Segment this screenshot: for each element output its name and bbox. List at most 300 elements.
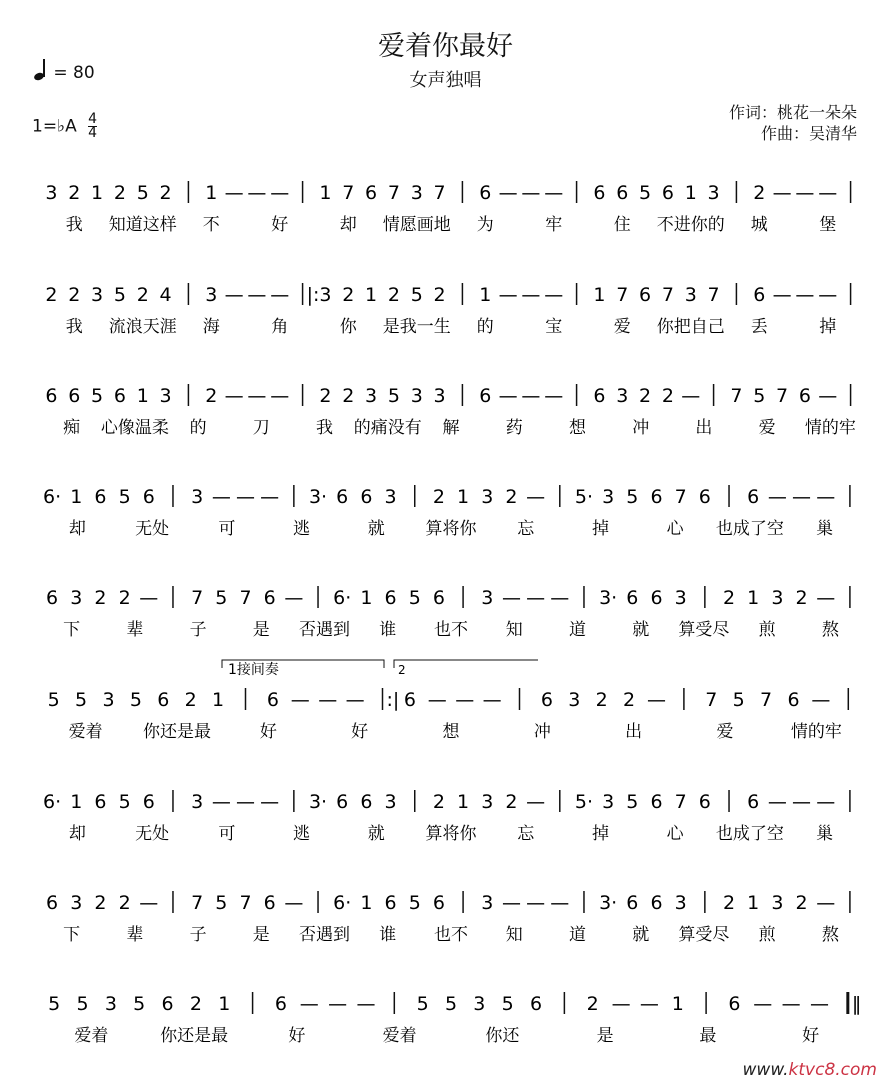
lyric-word: 好 [288,1026,306,1046]
note: 2 [342,385,355,407]
note: — [809,993,829,1015]
note: 3 [433,385,446,407]
note: — [816,892,836,914]
lyric-word: 是 [596,1026,614,1046]
lyric-word: 辈 [126,925,144,945]
note: 6 [94,791,107,813]
note: 6 [360,486,373,508]
note: 2 [118,587,131,609]
note: 7 [433,182,446,204]
lyric-word: 你把自己 [656,317,725,337]
note: 6· [333,587,352,609]
note: 6 [384,587,397,609]
note: — [328,993,348,1015]
note: 6 [266,689,279,711]
lyric-word: 就 [632,925,650,945]
note: 6 [787,689,800,711]
note: — [501,892,521,914]
note: 5 [113,284,126,306]
note: 3 [771,892,784,914]
note: 6 [698,486,711,508]
note: — [345,689,365,711]
note: 3 [70,587,83,609]
lyric-word: 无处 [135,824,170,844]
lyric-word: 道 [568,620,586,640]
lyric-word: 爱着 [74,1026,109,1046]
note: — [639,993,659,1015]
lyric-word: 忘 [517,519,535,539]
lyric-word: 丢 [750,317,768,337]
note: — [526,892,546,914]
note: 7 [191,587,204,609]
note: 2 [722,587,736,609]
note: 6 [529,993,543,1015]
note: 3 [384,486,397,508]
note: 7 [705,689,718,711]
note: — [521,182,541,204]
note: 1 [684,182,697,204]
lyric-word: 却 [68,519,86,539]
note: 5 [408,587,421,609]
lyric-word: 下 [63,620,81,640]
lyric-word: 也不 [434,925,468,945]
note: 6 [728,993,741,1015]
note: 1 [319,182,332,204]
note: 2 [113,182,126,204]
lyric-word: 却 [68,824,86,844]
lyric-word: 出 [625,722,643,742]
lyric-word: 煎 [758,620,776,640]
watermark-prefix: www. [742,1060,789,1080]
note: 5 [626,791,639,813]
note: — [247,284,267,306]
note: — [818,284,838,306]
note: — [455,689,475,711]
note: 5· [574,486,594,508]
note: 6 [432,892,445,914]
note: — [260,486,280,508]
lyric-word: 熬 [821,925,839,945]
lyric-word: 爱 [758,418,776,438]
lyric-word: 掉 [591,824,609,844]
note: 5 [75,689,88,711]
note: 5· [574,791,594,813]
lyric-word: 住 [613,215,631,235]
lyric-word: 刀 [252,418,270,438]
note: 6 [263,587,276,609]
note: 5 [133,993,146,1015]
note: 3 [684,284,697,306]
note: 6 [157,689,170,711]
note: — [224,385,244,407]
note: — [498,284,518,306]
lyric-word: 不 [202,215,220,235]
note: 2 [342,284,355,306]
note: — [139,892,159,914]
lyric-word: 情愿画地 [382,215,451,235]
lyric-word: 的 [189,418,207,438]
note: 7 [239,587,252,609]
note: 5 [136,182,149,204]
note: 2 [118,892,131,914]
lyric-word: 心 [666,519,684,539]
lyric-word: 宝 [545,317,563,337]
note: 3 [410,182,423,204]
note: 6 [479,182,492,204]
note: — [284,892,304,914]
lyric-word: 巢 [816,824,834,844]
note: 2 [159,182,172,204]
note: 3 [674,892,687,914]
note: 6 [753,284,766,306]
note: 6 [274,993,287,1015]
lyric-word: 角 [271,317,289,337]
lyric-word: 心 [666,824,684,844]
note: 2 [189,993,202,1015]
note: 3 [191,791,204,813]
note: 3 [365,385,378,407]
note: — [290,689,310,711]
lyric-word: 辈 [126,620,144,640]
note: — [772,182,792,204]
note: 3 [473,993,486,1015]
note: 3 [481,587,494,609]
note: 6 [626,587,639,609]
song-title: 爱着你最好 [378,31,513,62]
note: 6 [616,182,629,204]
lyric-word: 谁 [379,925,397,945]
lyric-word: 逃 [293,824,311,844]
note: 5 [215,892,228,914]
note: 5 [48,993,61,1015]
lyric-word: 掉 [819,317,837,337]
time-sig-top: 4 [88,111,98,127]
note: 2 [505,486,518,508]
lyric-word: 子 [189,925,207,945]
note: 5 [76,993,89,1015]
note: 5 [215,587,228,609]
note: — [356,993,376,1015]
lyric-word: 也成了空 [715,519,784,539]
note: — [270,385,290,407]
note: 6 [142,791,155,813]
lyric-word: 也不 [434,620,468,640]
note: 6 [650,587,663,609]
lyric-word: 我 [65,215,83,235]
lyric-word: 流浪天涯 [108,317,177,337]
note: — [611,993,631,1015]
note: 6 [747,791,760,813]
note: 7 [239,892,252,914]
lyric-word: 算将你 [425,519,477,539]
note: 6 [384,892,397,914]
lyric-word: 道 [568,925,586,945]
lyric-word: 最 [699,1026,717,1046]
lyric-word: 忘 [517,824,535,844]
note: 2 [319,385,332,407]
repeat-mark: :| [386,689,400,711]
note: — [816,587,836,609]
note: 2 [205,385,218,407]
lyric-word: 堡 [819,215,837,235]
note: — [681,385,701,407]
note: — [498,385,518,407]
note: 6 [650,486,663,508]
note: 6 [336,791,349,813]
note: 2 [586,993,599,1015]
lyric-word: 可 [218,824,236,844]
note: 2 [184,689,197,711]
note: 2 [505,791,518,813]
note: 6 [698,791,711,813]
lyric-word: 海 [202,317,220,337]
note: 2 [68,284,81,306]
note: 2 [661,385,674,407]
note: 3· [308,486,328,508]
note: 3 [410,385,423,407]
note: 6 [46,892,59,914]
lyric-word: 是我一生 [382,317,451,337]
lyric-word: 好 [351,722,369,742]
note: 5 [416,993,429,1015]
note: — [224,182,244,204]
lyric-word: 爱着 [68,722,103,742]
lyric-word: 知道这样 [108,215,177,235]
tempo-value: = 80 [53,63,95,83]
note: 2 [722,892,736,914]
lyric-word: 就 [632,620,650,640]
note: 7 [616,284,629,306]
note: 3 [707,182,720,204]
note: 1 [360,587,373,609]
note: 6 [650,892,663,914]
note: 2 [795,892,808,914]
lyric-word: 解 [442,418,460,438]
note: — [753,993,773,1015]
note: — [211,791,231,813]
note: — [647,689,666,711]
note: 3 [674,587,687,609]
lyric-word: 我 [316,418,334,438]
lyric-word: 出 [695,418,713,438]
note: — [211,486,231,508]
note: 5 [91,385,104,407]
note: 5 [501,993,514,1015]
note: 5 [118,486,131,508]
note: 6· [43,486,62,508]
note: 2 [795,587,808,609]
note: 2 [432,486,445,508]
note: 1 [593,284,606,306]
note: — [318,689,338,711]
note: 3· [308,791,328,813]
lyric-word: 我 [65,317,83,337]
lyric-word: 就 [367,519,385,539]
lyric-word: 熬 [821,620,839,640]
song-subtitle: 女声独唱 [409,70,482,91]
note: — [526,791,546,813]
note: 6 [747,486,760,508]
lyric-word: 的 [476,317,494,337]
note: 1 [747,587,760,609]
note: 3 [384,791,397,813]
note: 1 [70,486,83,508]
note: — [270,284,290,306]
note: — [521,284,541,306]
note: 1 [365,284,378,306]
lyric-word: 冲 [632,418,650,438]
note: — [482,689,502,711]
note: 5 [118,791,131,813]
note: — [236,486,255,508]
note: — [260,791,280,813]
note: 1 [91,182,104,204]
note: — [498,182,518,204]
note: 3 [771,587,784,609]
note: 2 [639,385,652,407]
lyric-word: 谁 [379,620,397,640]
note: 1 [218,993,231,1015]
note: — [816,791,836,813]
note: 3 [481,486,494,508]
note: — [526,486,546,508]
note: 7 [730,385,743,407]
note: 2 [45,284,58,306]
note: 1 [671,993,684,1015]
note: 5 [444,993,458,1015]
note: 6 [798,385,811,407]
note: 7 [387,182,400,204]
note: 2 [433,284,446,306]
lyric-word: 爱 [613,317,631,337]
note: 3 [481,791,494,813]
volta-bracket-2 [394,660,538,668]
note: 1 [479,284,492,306]
note: — [811,689,831,711]
note: 3 [45,182,58,204]
note: — [795,284,815,306]
note: — [550,892,570,914]
note: 6 [142,486,155,508]
note: 6· [333,892,352,914]
note: — [544,284,564,306]
lyric-word: 情的牢 [804,418,856,438]
note: 5 [47,689,60,711]
note: 5 [753,385,766,407]
lyric-word: 子 [189,620,207,640]
note: — [139,587,159,609]
lyric-word: 你 [339,317,357,337]
note: 6· [43,791,62,813]
lyric-word: 否遇到 [299,925,351,945]
note: 3· [599,892,618,914]
lyric-word: 逃 [293,519,311,539]
lyric-word: 药 [505,418,523,438]
note: 1 [457,486,470,508]
note: — [501,587,521,609]
lyric-word: 你还是最 [143,722,211,742]
note: — [792,486,812,508]
lyric-word: 煎 [758,925,776,945]
lyric-word: 情的牢 [790,722,842,742]
note: — [236,791,255,813]
note: 5 [626,486,639,508]
note: 7 [342,182,355,204]
note: 7 [674,791,687,813]
note: — [767,486,787,508]
note: 2 [753,182,766,204]
note: 3 [91,284,104,306]
note: 5 [732,689,745,711]
note: 5 [410,284,423,306]
lyric-word: 想 [568,418,586,438]
note: 7 [776,385,789,407]
note: 7 [191,892,204,914]
lyric-word: 爱 [716,722,734,742]
lyricist-credit: 作词：桃花一朵朵 [728,103,857,122]
lyric-word: 爱着 [382,1026,417,1046]
note: 6 [661,182,674,204]
note: 2 [623,689,636,711]
note: 3 [70,892,83,914]
note: — [550,587,570,609]
note: 4 [159,284,172,306]
repeat-mark: |: [306,284,320,306]
note: 1 [136,385,149,407]
lyric-word: 算受尽 [678,620,730,640]
note: 5 [408,892,421,914]
time-sig-bottom: 4 [88,125,98,141]
note: 2 [68,182,81,204]
note: — [544,385,564,407]
note: 1 [205,182,218,204]
lyric-word: 可 [218,519,236,539]
note: 5 [387,385,400,407]
lyric-word: 却 [339,215,357,235]
note: — [270,182,290,204]
note: 3 [319,284,332,306]
note: 2 [136,284,149,306]
note: 7 [674,486,687,508]
note: 3 [104,993,117,1015]
repeat-mark: ‖ [851,993,862,1015]
note: 6 [365,182,378,204]
note: — [284,587,304,609]
lyric-word: 想 [442,722,460,742]
key-text: 1=♭A [32,116,77,137]
note: 6 [46,587,59,609]
note: 6 [432,587,445,609]
lyric-word: 知 [505,925,523,945]
lyric-word: 无处 [135,519,170,539]
volta-label-1: 1接间奏 [228,662,279,678]
watermark [743,1060,877,1080]
lyric-word: 痴 [63,418,81,438]
note: — [816,486,836,508]
lyric-word: 好 [802,1026,820,1046]
note: — [544,182,564,204]
note: 7 [707,284,720,306]
lyric-word: 好 [259,722,277,742]
note: 6 [479,385,492,407]
note: 2 [595,689,608,711]
lyric-word: 否遇到 [299,620,351,640]
lyric-word: 就 [367,824,385,844]
note: 6 [263,892,276,914]
note: 3 [602,486,615,508]
note: — [781,993,801,1015]
lyric-word: 冲 [533,722,551,742]
